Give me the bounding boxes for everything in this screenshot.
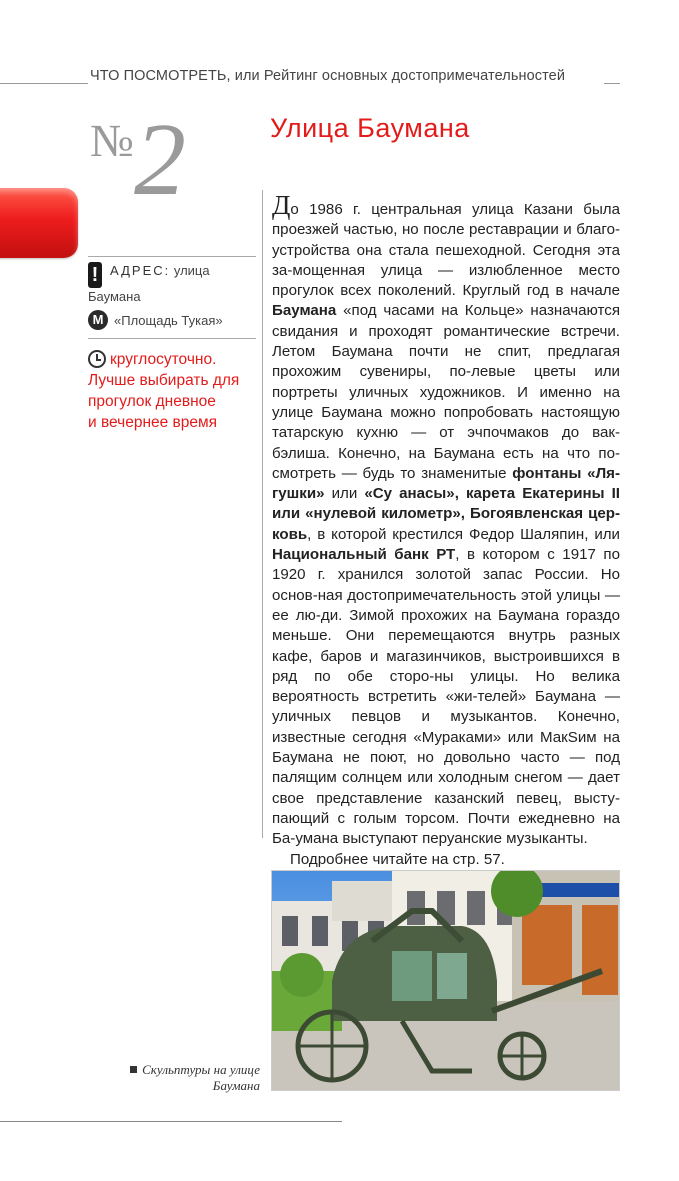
- carriage-sculpture-image: [272, 871, 620, 1091]
- body-span-3: или: [324, 485, 365, 503]
- caption-bullet-icon: [130, 1066, 137, 1073]
- drop-cap: Д: [272, 190, 291, 220]
- footer-rule: [0, 1121, 342, 1122]
- hours-line-4: и вечернее время: [88, 414, 218, 431]
- caption-line-2: Баумана: [212, 1078, 260, 1093]
- header-rule-left: [0, 83, 88, 84]
- hours-block: [88, 339, 256, 433]
- clock-icon: [88, 350, 106, 368]
- info-sidebar: [88, 256, 256, 433]
- body-bold-2: фонтаны «Ля-гушки»: [272, 464, 620, 503]
- street-photo: [271, 870, 620, 1091]
- red-bookmark-tab: [0, 188, 78, 258]
- hours-line-1: [88, 349, 256, 370]
- address-label: АДРЕС:: [110, 263, 171, 278]
- hours-line-3: прогулок дневное: [88, 393, 216, 410]
- rank-number: 2: [134, 102, 186, 217]
- address-line: [88, 262, 256, 288]
- page-title: Улица Баумана: [270, 113, 470, 143]
- body-span-2: «под часами на Кольце» назначаются свидания и проходят романтические встречи. Летом Баумана почти не спит, предлагая прохожим сувениры, по-левые цветы или портреты уличных художников. И именно на улице Баумана можно попробовать настоящую татарскую кухню — от эчпочмаков до вак-бэлиша. Конечно, на Баумана есть на что по-смотреть — будь то знаменитые: [272, 302, 620, 482]
- body-span-5: , в котором с 1917 по 1920 г. хранился золотой запас России. Но основ-ная достопримечательность этой улицы — ее лю-ди. Зимой прохожих на Баумана гораздо меньше. Они перемещаются внутрь разных кафе, баров и магазинчиков, выстроившихся в ряд по обе сторо-ны улицы. Но велика вероятность встретить «жи-телей» Баумана — уличных певцов и музыкантов. Конечно, известные сегодня «Мураками» или МакSим на Баумана не поют, но довольно часто — под палящим солнцем или холодным снегом — дает свое представление казанский певец, высту-пающий с голым торсом. Почти ежедневно на Ба-умана выступают перуанские музыканты.: [272, 546, 620, 848]
- body-bold-3: «Су анасы», карета Екатерины II или «нулевой километр», Богоявленская цер-ковь: [272, 485, 620, 543]
- body-bold-4: Национальный банк РТ: [272, 546, 456, 564]
- main-paragraph: [272, 190, 620, 850]
- address-block: [88, 257, 256, 338]
- column-divider: [262, 190, 263, 838]
- article-body: [272, 190, 620, 870]
- photo-caption: [108, 1062, 260, 1094]
- header-rule-right: [604, 83, 620, 84]
- address-value-1: улица: [173, 263, 210, 278]
- body-bold-1: Баумана: [272, 302, 337, 320]
- hours-text-1: круглосуточно.: [110, 351, 217, 368]
- address-value-2: Баумана: [88, 289, 141, 304]
- body-span-4: , в которой крестился Федор Шаляпин, или: [307, 525, 620, 543]
- running-header: ЧТО ПОСМОТРЕТЬ, или Рейтинг основных достопримечательностей: [90, 68, 566, 84]
- metro-station: «Площадь Тукая»: [114, 312, 223, 328]
- metro-row: [88, 310, 256, 330]
- see-more-reference: Подробнее читайте на стр. 57.: [290, 850, 505, 868]
- exclamation-icon: !: [88, 262, 102, 288]
- rank-sign: №: [90, 115, 134, 166]
- metro-icon: М: [88, 310, 108, 330]
- caption-line-1: Скульптуры на улице: [142, 1062, 260, 1077]
- body-span-1: о 1986 г. центральная улица Казани была проезжей частью, но после реставрации и благо-устройства она стала пешеходной. Сегодня эта за-мощенная улица — излюбленное место прогулок всех поколений. Круглый год в начале: [272, 201, 620, 300]
- hours-line-2: Лучше выбирать для: [88, 372, 240, 389]
